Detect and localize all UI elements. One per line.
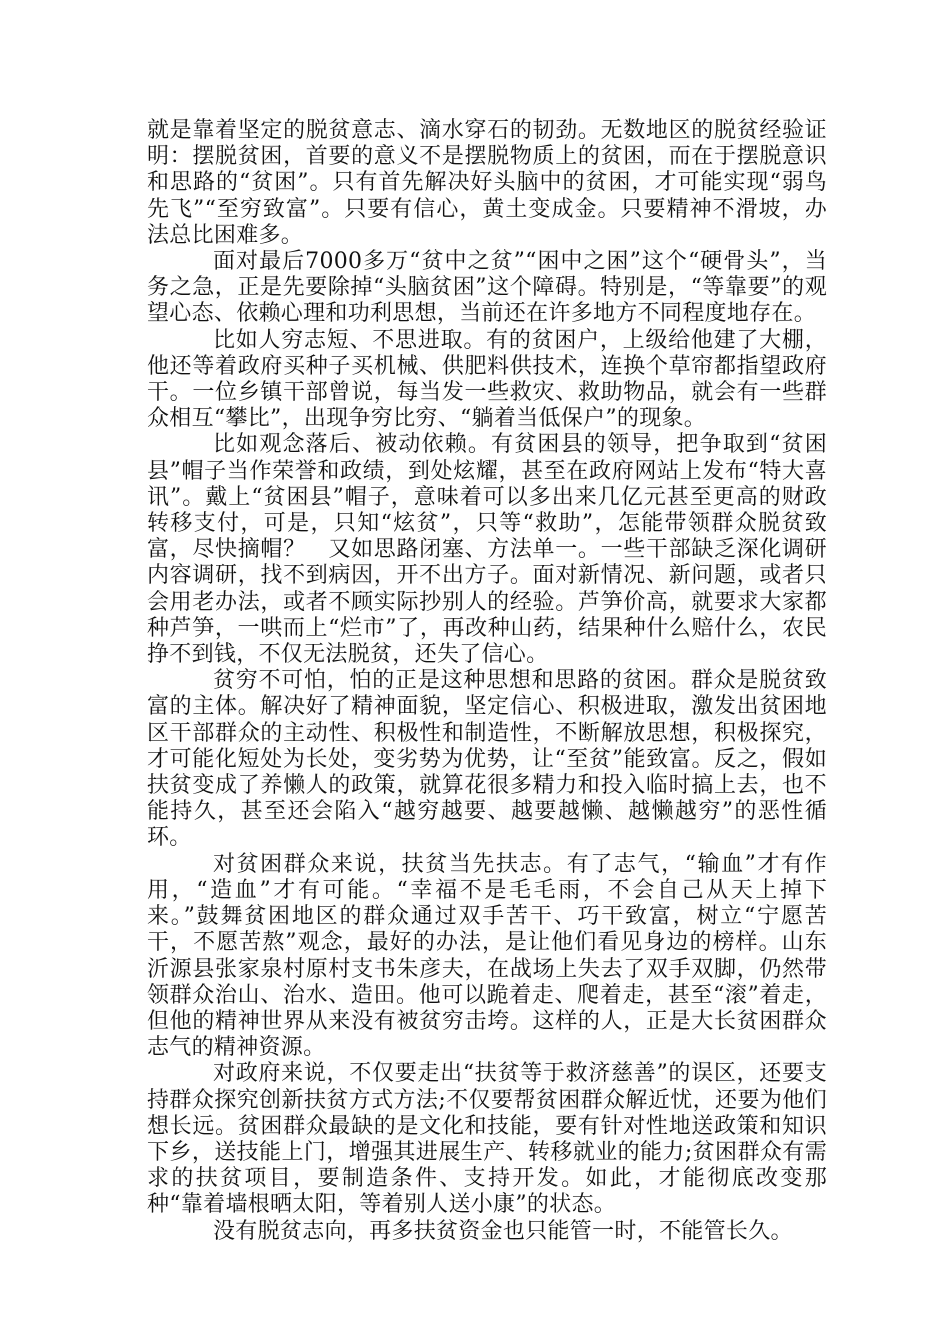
paragraph-1: 就是靠着坚定的脱贫意志、滴水穿石的韧劲。无数地区的脱贫经验证明：摆脱贫困，首要的意义不是摆脱物质上的贫困，而在于摆脱意识和思路的“贫困”。只有首先解决好头脑中的贫困，才可能实现“弱鸟先飞”“至穷致富”。只要有信心，黄土变成金。只要精神不滑坡，办法总比困难多。 (147, 118, 827, 248)
paragraph-6: 对贫困群众来说，扶贫当先扶志。有了志气，“输血”才有作用，“造血”才有可能。“幸福不是毛毛雨，不会自己从天上掉下来。”鼓舞贫困地区的群众通过双手苦干、巧干致富，树立“宁愿苦干，不愿苦熬”观念，最好的办法，是让他们看见身边的榜样。山东沂源县张家泉村原村支书朱彦夫，在战场上失去了双手双脚，仍然带领群众治山、治水、造田。他可以跪着走、爬着走，甚至“滚”着走，但他的精神世界从来没有被贫穷击垮。这样的人，正是大长贫困群众志气的精神资源。 (147, 851, 827, 1061)
paragraph-5: 贫穷不可怕，怕的正是这种思想和思路的贫困。群众是脱贫致富的主体。解决好了精神面貌，坚定信心、积极进取，激发出贫困地区干部群众的主动性、积极性和制造性，不断解放思想，积极探究，才可能化短处为长处，变劣势为优势，让“至贫”能致富。反之，假如扶贫变成了养懒人的政策，就算花很多精力和投入临时搞上去，也不能持久，甚至还会陷入“越穷越要、越要越懒、越懒越穷”的恶性循环。 (147, 668, 827, 851)
paragraph-4: 比如观念落后、被动依赖。有贫困县的领导，把争取到“贫困县”帽子当作荣誉和政绩，到处炫耀，甚至在政府网站上发布“特大喜讯”。戴上“贫困县”帽子，意味着可以多出来几亿元甚至更高的财政转移支付，可是，只知“炫贫”，只等“救助”，怎能带领群众脱贫致富，尽快摘帽？ 又如思路闭塞、方法单一。一些干部缺乏深化调研内容调研，找不到病因，开不出方子。面对新情况、新问题，或者只会用老办法，或者不顾实际抄别人的经验。芦笋价高，就要求大家都种芦笋，一哄而上“烂市”了，再改种山药，结果种什么赔什么，农民挣不到钱，不仅无法脱贫，还失了信心。 (147, 432, 827, 668)
paragraph-8: 没有脱贫志向，再多扶贫资金也只能管一时，不能管长久。 (213, 1218, 793, 1244)
document-body (147, 118, 827, 1245)
paragraph-7: 对政府来说，不仅要走出“扶贫等于救济慈善”的误区，还要支持群众探究创新扶贫方式方法;不仅要帮贫困群众解近忧，还要为他们想长远。贫困群众最缺的是文化和技能，要有针对性地送政策和知识下乡，送技能上门，增强其进展生产、转移就业的能力;贫困群众有需求的扶贫项目，要制造条件、支持开发。如此，才能彻底改变那种“靠着墙根晒太阳，等着别人送小康”的状态。 (147, 1061, 827, 1218)
paragraph-2: 面对最后7000多万“贫中之贫”“困中之困”这个“硬骨头”，当务之急，正是先要除掉“头脑贫困”这个障碍。特别是，“等靠要”的观望心态、依赖心理和功利思想，当前还在许多地方不同程度地存在。 (147, 249, 827, 327)
paragraph-3: 比如人穷志短、不思进取。有的贫困户，上级给他建了大棚，他还等着政府买种子买机械、供肥料供技术，连换个草帘都指望政府干。一位乡镇干部曾说，每当发一些救灾、救助物品，就会有一些群众相互“攀比”，出现争穷比穷、“躺着当低保户”的现象。 (147, 327, 827, 432)
